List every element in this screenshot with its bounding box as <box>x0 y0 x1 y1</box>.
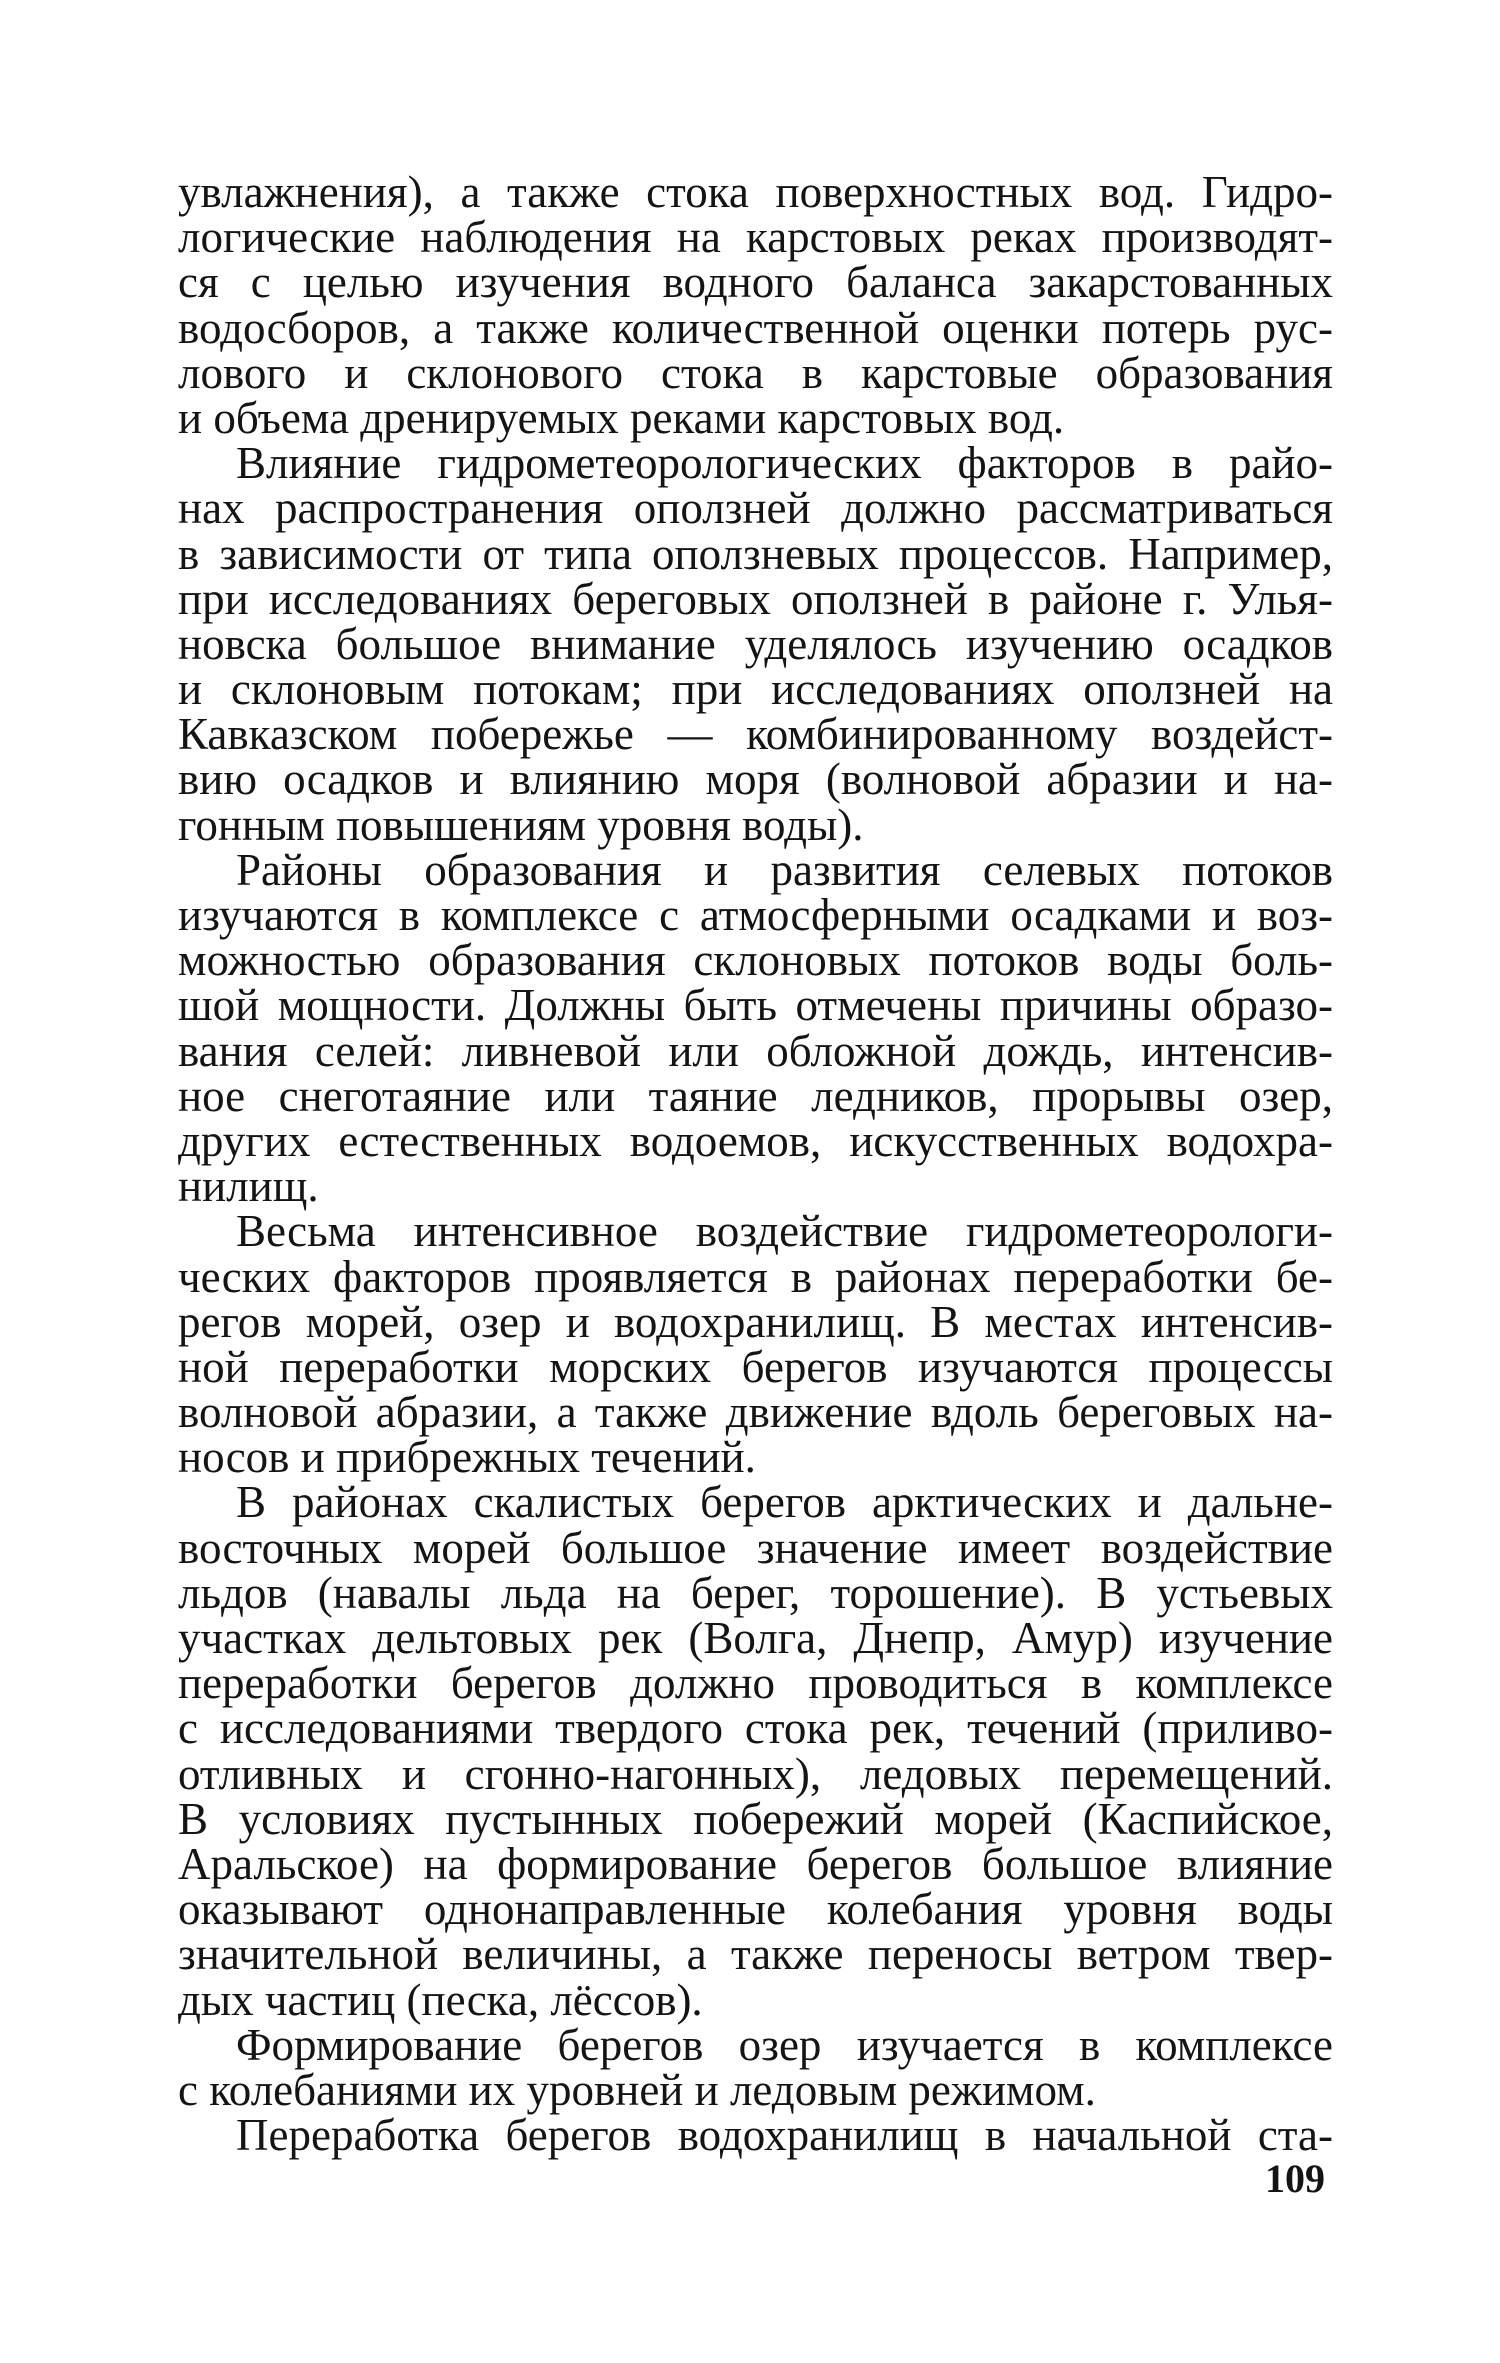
paragraph <box>178 844 1333 1212</box>
text-line: нилищ. <box>178 1161 319 1212</box>
paragraph <box>178 2019 1333 2115</box>
text-line: ной переработки морских берегов изучаются процессы <box>178 1341 1333 1392</box>
text-line: значительной величины, а также переносы ветром твер- <box>178 1929 1333 1980</box>
text-line: носов и прибрежных течений. <box>178 1432 756 1483</box>
text-line: льдов (навалы льда на берег, торошение). В устьевых <box>178 1567 1333 1618</box>
paragraph <box>178 1477 1333 2025</box>
text-line: регов морей, озер и водохранилищ. В местах интенсив- <box>178 1296 1333 1347</box>
text-line: водосборов, а также количественной оценки потерь рус- <box>178 302 1333 353</box>
text-line: с исследованиями твердого стока рек, течений (приливо- <box>178 1703 1333 1754</box>
page-body-text <box>178 167 1333 2161</box>
text-line: и склоновым потокам; при исследованиях оползней на <box>178 664 1333 715</box>
text-line: восточных морей большое значение имеет воздействие <box>178 1522 1333 1573</box>
text-line: увлажнения), а также стока поверхностных вод. Гидро- <box>178 167 1333 217</box>
text-line: при исследованиях береговых оползней в районе г. Улья- <box>178 573 1333 624</box>
text-line: лового и склонового стока в карстовые образования <box>178 347 1333 398</box>
text-line: логические наблюдения на карстовых реках производят- <box>178 212 1333 263</box>
page-number: 109 <box>1265 2156 1325 2201</box>
text-line: других естественных водоемов, искусственных водохра- <box>178 1115 1333 1166</box>
paragraph <box>178 1206 1333 1483</box>
text-line: В районах скалистых берегов арктических и дальне- <box>236 1477 1333 1528</box>
text-line: вию осадков и влиянию моря (волновой абразии и на- <box>178 754 1333 805</box>
text-line: Весьма интенсивное воздействие гидрометеорологи- <box>236 1206 1333 1257</box>
text-line: отливных и сгонно-нагонных), ледовых перемещений. <box>178 1748 1333 1799</box>
text-line: новска большое внимание уделялось изучению осадков <box>178 618 1333 669</box>
text-line: в зависимости от типа оползневых процессов. Например, <box>178 528 1333 579</box>
text-line: волновой абразии, а также движение вдоль береговых на- <box>178 1387 1333 1438</box>
text-line: Районы образования и развития селевых потоков <box>236 844 1333 895</box>
text-line: оказывают однонаправленные колебания уровня воды <box>178 1884 1333 1935</box>
text-line: вания селей: ливневой или обложной дождь, интенсив- <box>178 1025 1333 1076</box>
text-line: Влияние гидрометеорологических факторов в райо- <box>236 438 1333 489</box>
text-line: и объема дренируемых реками карстовых вод. <box>178 392 1065 443</box>
text-line: нах распространения оползней должно рассматриваться <box>178 483 1333 534</box>
text-line: изучаются в комплексе с атмосферными осадками и воз- <box>178 890 1333 940</box>
paragraph <box>178 438 1333 850</box>
text-line: переработки берегов должно проводиться в комплексе <box>178 1658 1333 1709</box>
text-line: гонным повышениям уровня воды). <box>178 799 864 850</box>
text-line: можностью образования склоновых потоков воды боль- <box>178 935 1333 986</box>
text-line: Переработка берегов водохранилищ в начальной ста- <box>236 2110 1333 2161</box>
text-line: Формирование берегов озер изучается в комплексе <box>236 2019 1333 2070</box>
text-line: ное снеготаяние или таяние ледников, прорывы озер, <box>178 1070 1333 1121</box>
text-line: с колебаниями их уровней и ледовым режимом. <box>178 2064 1096 2115</box>
text-line: шой мощности. Должны быть отмечены причины образо- <box>178 980 1333 1031</box>
text-line: Аральское) на формирование берегов большое влияние <box>178 1838 1333 1889</box>
text-line: В условиях пустынных побережий морей (Каспийское, <box>178 1793 1333 1844</box>
text-line: Кавказском побережье — комбинированному воздейст- <box>178 709 1333 760</box>
paragraph <box>178 167 1333 443</box>
text-line: ся с целью изучения водного баланса закарстованных <box>178 257 1333 308</box>
text-line: дых частиц (песка, лёссов). <box>178 1974 703 2025</box>
text-line: ческих факторов проявляется в районах переработки бе- <box>178 1251 1333 1302</box>
text-line: участках дельтовых рек (Волга, Днепр, Амур) изучение <box>178 1613 1333 1663</box>
paragraph <box>178 2110 1333 2161</box>
